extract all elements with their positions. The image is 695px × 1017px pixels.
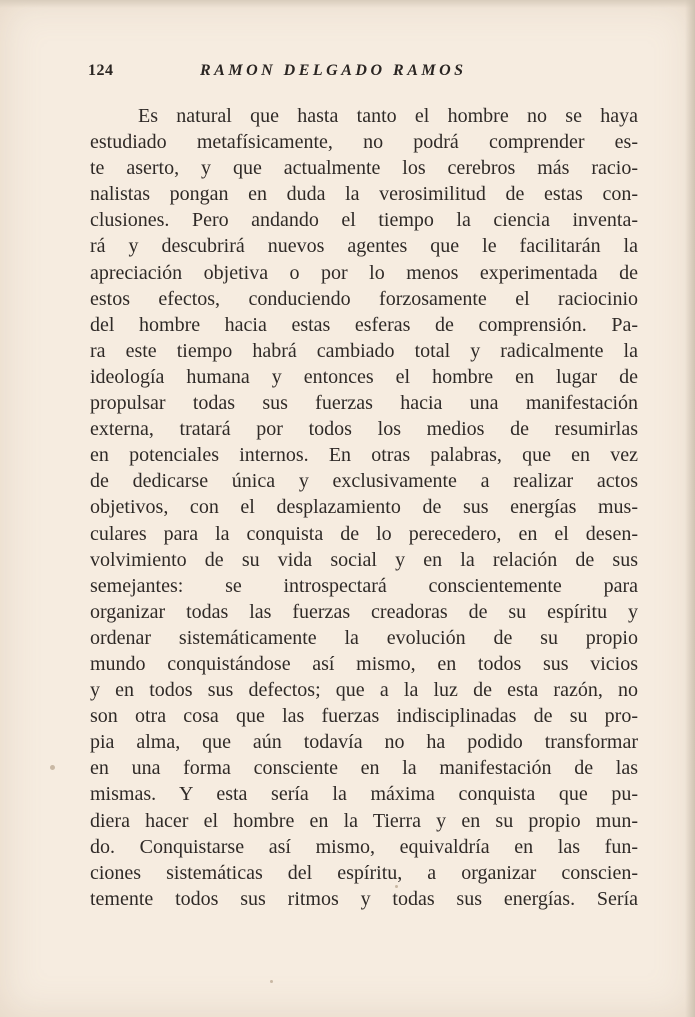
text-line: y en todos sus defectos; que a la luz de esta razón, no xyxy=(90,679,638,702)
text-line: mismas. Y esta sería la máxima conquista que pu- xyxy=(90,783,638,806)
body-text xyxy=(90,103,638,912)
text-line: temente todos sus ritmos y todas sus energías. Sería xyxy=(90,887,638,910)
text-line: mundo conquistándose así mismo, en todos sus vicios xyxy=(90,652,638,675)
text-line: del hombre hacia estas esferas de comprensión. Pa- xyxy=(90,313,638,336)
text-line: semejantes: se introspectará conscientemente para xyxy=(90,574,638,597)
paper-speck xyxy=(395,885,398,888)
paper-speck xyxy=(270,980,273,983)
text-line: en una forma consciente en la manifestación de las xyxy=(90,757,638,780)
text-line: nalistas pongan en duda la verosimilitud de estas con- xyxy=(90,183,638,206)
text-line: pia alma, que aún todavía no ha podido transformar xyxy=(90,731,638,754)
text-line: son otra cosa que las fuerzas indisciplinadas de su pro- xyxy=(90,705,638,728)
text-line: estos efectos, conduciendo forzosamente el raciocinio xyxy=(90,287,638,310)
text-line: apreciación objetiva o por lo menos experimentada de xyxy=(90,261,638,284)
text-line: clusiones. Pero andando el tiempo la ciencia inventa- xyxy=(90,209,638,232)
text-line: do. Conquistarse así mismo, equivaldría en las fun- xyxy=(90,835,638,858)
text-line: organizar todas las fuerzas creadoras de su espíritu y xyxy=(90,600,638,623)
page-number: 124 xyxy=(88,62,114,79)
text-line: ordenar sistemáticamente la evolución de su propio xyxy=(90,626,638,649)
text-line: Es natural que hasta tanto el hombre no se haya xyxy=(138,105,638,127)
text-line: ideología humana y entonces el hombre en lugar de xyxy=(90,365,638,388)
text-line: objetivos, con el desplazamiento de sus energías mus- xyxy=(90,496,638,519)
text-line: ciones sistemáticas del espíritu, a organizar conscien- xyxy=(90,861,638,884)
text-line: externa, tratará por todos los medios de resumirlas xyxy=(90,418,638,441)
text-line: te aserto, y que actualmente los cerebros más racio- xyxy=(90,157,638,180)
text-line: estudiado metafísicamente, no podrá comprender es- xyxy=(90,131,638,154)
text-line: en potenciales internos. En otras palabras, que en vez xyxy=(90,444,638,467)
text-line: de dedicarse única y exclusivamente a realizar actos xyxy=(90,470,638,493)
text-line: propulsar todas sus fuerzas hacia una manifestación xyxy=(90,392,638,415)
text-line: rá y descubrirá nuevos agentes que le facilitarán la xyxy=(90,235,638,258)
text-line: ra este tiempo habrá cambiado total y radicalmente la xyxy=(90,339,638,362)
page-header xyxy=(88,62,638,86)
text-line: culares para la conquista de lo perecedero, en el desen- xyxy=(90,522,638,545)
running-head: RAMON DELGADO RAMOS xyxy=(200,62,467,79)
text-line: diera hacer el hombre en la Tierra y en su propio mun- xyxy=(90,809,638,832)
paper-speck xyxy=(50,765,55,770)
text-line: volvimiento de su vida social y en la relación de sus xyxy=(90,548,638,571)
